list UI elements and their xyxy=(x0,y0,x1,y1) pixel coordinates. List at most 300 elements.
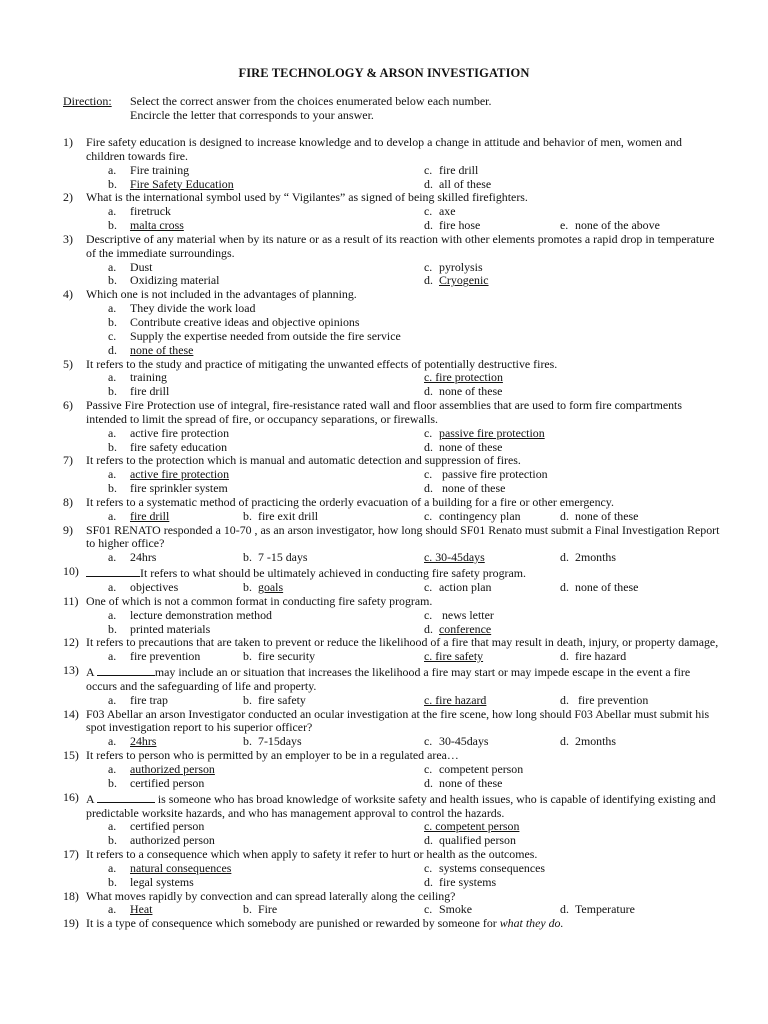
choice-text-underlined: c. fire hazard xyxy=(424,692,487,707)
choice-row xyxy=(63,178,723,192)
choice-text: systems consequences xyxy=(439,860,545,875)
choice-row xyxy=(63,777,723,791)
choice-letter: b. xyxy=(108,874,117,889)
answer-choice[interactable] xyxy=(108,876,194,890)
choice-letter: c. xyxy=(424,425,433,440)
choice-letter: c. xyxy=(424,902,433,917)
choice-text: fire drill xyxy=(130,384,170,399)
choice-letter: d. xyxy=(560,649,569,664)
choice-row xyxy=(63,876,723,890)
question-text-italic: what they do. xyxy=(499,916,564,931)
choice-text: axe xyxy=(439,204,456,219)
choice-letter: b. xyxy=(108,833,117,848)
question-number: 18) xyxy=(63,888,79,903)
question-item xyxy=(63,636,723,664)
choice-row xyxy=(63,274,723,288)
choice-letter: a. xyxy=(108,860,117,875)
choice-row xyxy=(63,551,723,565)
question-item xyxy=(63,191,723,233)
choice-text-underlined: c. 30-45days xyxy=(424,550,485,565)
fill-in-blank xyxy=(97,664,155,676)
question-item xyxy=(63,136,723,191)
answer-choice[interactable] xyxy=(243,551,308,565)
choice-text-underlined: Fire Safety Education xyxy=(130,176,234,191)
choice-text-underlined: Cryogenic xyxy=(439,273,489,288)
question-text-body: One of which is not a common format in conducting fire safety program. xyxy=(86,593,433,608)
answer-choice[interactable] xyxy=(108,219,184,233)
answer-choice[interactable] xyxy=(424,482,505,496)
answer-choice[interactable] xyxy=(560,219,660,233)
choice-text-underlined: conference xyxy=(439,621,492,636)
choice-letter: a. xyxy=(108,162,117,177)
choice-text: Fire training xyxy=(130,162,190,177)
answer-choice[interactable] xyxy=(424,763,523,777)
choice-text: action plan xyxy=(439,580,492,594)
choice-text: fire safety xyxy=(258,692,306,707)
choice-letter: c. xyxy=(108,328,117,343)
answer-choice[interactable] xyxy=(424,862,545,876)
question-number: 17) xyxy=(63,847,79,862)
choice-letter: c. xyxy=(424,860,433,875)
answer-choice[interactable] xyxy=(424,164,478,178)
question-text xyxy=(86,595,723,609)
question-text xyxy=(86,565,723,581)
question-number: 1) xyxy=(63,135,73,149)
choice-letter: c. xyxy=(424,734,433,749)
answer-choice[interactable] xyxy=(108,468,229,482)
question-text-body: It refers to the protection which is manual and automatic detection and suppression of fires. xyxy=(86,453,521,468)
choice-text-underlined: 24hrs xyxy=(130,734,157,749)
choice-letter: b. xyxy=(243,734,252,749)
choice-text: Dust xyxy=(130,259,153,274)
choice-row xyxy=(63,903,723,917)
choice-letter: d. xyxy=(560,692,569,707)
answer-choice[interactable] xyxy=(424,609,494,623)
question-item xyxy=(63,496,723,524)
answer-choice[interactable] xyxy=(108,164,189,178)
choice-text: 24hrs xyxy=(130,550,157,565)
choice-row xyxy=(63,862,723,876)
question-text-body: It refers to precautions that are taken to prevent or reduce the likelihood of a fire that may result in death, injury, or property damage, xyxy=(86,635,719,650)
choice-text: 30-45days xyxy=(439,734,489,749)
answer-choice[interactable] xyxy=(424,551,485,565)
choice-letter: b. xyxy=(243,649,252,664)
choice-row xyxy=(63,219,723,233)
choice-letter: d. xyxy=(424,384,433,399)
choice-text: fire exit drill xyxy=(258,508,319,523)
choice-letter: d. xyxy=(424,775,433,790)
choice-row xyxy=(63,623,723,637)
choice-text-underlined: none of these xyxy=(130,342,194,357)
answer-choice[interactable] xyxy=(424,694,486,708)
question-item xyxy=(63,288,723,357)
choice-text: Smoke xyxy=(439,902,473,917)
direction-label: Direction: xyxy=(63,94,112,108)
answer-choice[interactable] xyxy=(424,178,491,192)
question-number: 14) xyxy=(63,706,79,721)
question-text xyxy=(86,749,723,763)
answer-choice[interactable] xyxy=(560,694,648,708)
choice-letter: b. xyxy=(108,384,117,399)
choice-row xyxy=(63,371,723,385)
answer-choice[interactable] xyxy=(424,777,502,791)
question-text-body: Passive Fire Protection use of integral, fire-resistance rated wall and floor assemblies that are used to form fire compartments intended to limit the spread of fire, or occupancy separations, or firewalls. xyxy=(86,398,682,426)
question-text xyxy=(86,636,723,650)
question-number: 4) xyxy=(63,287,73,302)
question-item xyxy=(63,454,723,496)
choice-letter: a. xyxy=(108,508,117,523)
choice-letter: b. xyxy=(243,580,252,594)
answer-choice[interactable] xyxy=(108,694,168,708)
question-item xyxy=(63,399,723,454)
question-text xyxy=(86,233,723,261)
choice-letter: b. xyxy=(108,314,117,329)
answer-choice[interactable] xyxy=(108,316,360,330)
answer-choice[interactable] xyxy=(108,820,204,834)
choice-letter: a. xyxy=(108,761,117,776)
question-text-body: may include an or situation that increases the likelihood a fire may start or may impede escape in the event a fire occurs and the safeguarding of life and property. xyxy=(86,665,691,693)
answer-choice[interactable] xyxy=(560,581,638,595)
answer-choice[interactable] xyxy=(108,862,231,876)
choice-text: They divide the work load xyxy=(130,301,256,316)
question-number: 6) xyxy=(63,398,73,413)
choice-letter: d. xyxy=(424,481,433,496)
choice-text: objectives xyxy=(130,580,179,594)
answer-choice[interactable] xyxy=(243,650,315,664)
choice-letter: a. xyxy=(108,649,117,664)
question-number: 16) xyxy=(63,789,79,804)
question-number: 11) xyxy=(63,593,79,608)
choice-letter: a. xyxy=(108,607,117,622)
fill-in-blank xyxy=(86,565,140,577)
choice-text: fire security xyxy=(258,649,316,664)
question-text-prefix: A xyxy=(86,791,97,806)
choice-text-underlined: c. competent person xyxy=(424,819,520,834)
answer-choice[interactable] xyxy=(560,650,626,664)
choice-text: fire safety education xyxy=(130,439,228,454)
choice-row xyxy=(63,482,723,496)
answer-choice[interactable] xyxy=(108,261,152,275)
question-item xyxy=(63,233,723,288)
answer-choice[interactable] xyxy=(243,694,306,708)
answer-choice[interactable] xyxy=(424,735,489,749)
answer-choice[interactable] xyxy=(424,834,516,848)
choice-row xyxy=(63,763,723,777)
answer-choice[interactable] xyxy=(108,302,255,316)
question-text xyxy=(86,191,723,205)
choice-text: fire trap xyxy=(130,692,168,707)
choice-letter: a. xyxy=(108,301,117,316)
choice-letter: b. xyxy=(243,550,252,565)
answer-choice[interactable] xyxy=(243,903,277,917)
page-title: FIRE TECHNOLOGY & ARSON INVESTIGATION xyxy=(238,66,530,80)
question-item xyxy=(63,595,723,637)
choice-text: competent person xyxy=(439,761,524,776)
question-text-body: It refers to person who is permitted by an employer to be in a regulated area… xyxy=(86,748,459,763)
choice-row xyxy=(63,650,723,664)
answer-choice[interactable] xyxy=(424,650,483,664)
choice-letter: a. xyxy=(108,259,117,274)
question-text xyxy=(86,917,723,931)
choice-letter: d. xyxy=(108,342,117,357)
choice-text: fire drill xyxy=(439,162,479,177)
choice-text: authorized person xyxy=(130,833,215,848)
choice-letter: b. xyxy=(108,218,117,233)
question-number: 2) xyxy=(63,190,73,205)
answer-choice[interactable] xyxy=(108,581,178,595)
question-text-body: What moves rapidly by convection and can spread laterally along the ceiling? xyxy=(86,888,456,903)
answer-choice[interactable] xyxy=(560,903,635,917)
answer-choice[interactable] xyxy=(424,385,502,399)
choice-text: passive fire protection xyxy=(439,467,548,482)
choice-letter: d. xyxy=(424,176,433,191)
question-text-body: What is the international symbol used by “ Vigilantes” as signed of being skilled firefighters. xyxy=(86,190,528,205)
answer-choice[interactable] xyxy=(243,735,302,749)
choice-text: none of the above xyxy=(575,218,660,233)
choice-letter: b. xyxy=(108,481,117,496)
direction-line-2: Encircle the letter that corresponds to your answer. xyxy=(130,108,374,122)
choice-text: Temperature xyxy=(575,902,635,917)
question-text-body: is someone who has broad knowledge of worksite safety and health issues, who is capable of identifying existing and predictable worksite hazards, and who has management approval to control the hazards. xyxy=(86,791,716,820)
choice-text-underlined: natural consequences xyxy=(130,860,232,875)
choice-text: fire sprinkler system xyxy=(130,481,228,496)
choice-text-underlined: active fire protection xyxy=(130,467,230,482)
question-text-body: It refers to a systematic method of practicing the orderly evacuation of a building for a fire or other emergency. xyxy=(86,494,614,509)
question-text-body: It refers to what should be ultimately achieved in conducting fire safety program. xyxy=(140,566,526,581)
question-number: 12) xyxy=(63,635,79,650)
choice-letter: c. xyxy=(424,508,433,523)
choice-letter: a. xyxy=(108,550,117,565)
answer-choice[interactable] xyxy=(108,763,215,777)
question-item xyxy=(63,565,723,595)
answer-choice[interactable] xyxy=(108,735,156,749)
answer-choice[interactable] xyxy=(560,510,638,524)
answer-choice[interactable] xyxy=(108,441,227,455)
question-item xyxy=(63,791,723,848)
question-text-body: It is a type of consequence which somebody are punished or rewarded by someone for xyxy=(86,916,500,931)
question-text xyxy=(86,791,723,821)
question-number: 9) xyxy=(63,522,73,537)
question-text-body: It refers to a consequence which when apply to safety it refer to hurt or health as the outcomes. xyxy=(86,847,538,862)
answer-choice[interactable] xyxy=(424,219,480,233)
choice-text-underlined: c. fire protection xyxy=(424,370,503,385)
choice-row xyxy=(63,468,723,482)
choice-text: firetruck xyxy=(130,204,171,219)
choice-letter: d. xyxy=(560,508,569,523)
answer-choice[interactable] xyxy=(243,510,318,524)
choice-letter: b. xyxy=(243,508,252,523)
choice-text: pyrolysis xyxy=(439,259,483,274)
choice-row xyxy=(63,344,723,358)
question-text xyxy=(86,358,723,372)
question-item xyxy=(63,890,723,918)
choice-letter: c. xyxy=(424,259,433,274)
choice-text-underlined: Heat xyxy=(130,902,153,917)
choice-text: Supply the expertise needed from outside the fire service xyxy=(130,328,401,343)
choice-text: certified person xyxy=(130,775,205,790)
choice-letter: d. xyxy=(424,874,433,889)
question-text xyxy=(86,524,723,552)
question-text-body: Fire safety education is designed to increase knowledge and to develop a change in attitude and behavior of men, women and children towards fire. xyxy=(86,135,682,163)
question-text xyxy=(86,664,723,694)
choice-text: qualified person xyxy=(439,833,516,848)
question-number: 10) xyxy=(63,564,79,579)
choice-letter: d. xyxy=(424,218,433,233)
choice-text-underlined: authorized person xyxy=(130,761,215,776)
question-text-body: Descriptive of any material when by its nature or as a result of its reaction with other elements promotes a rapid drop in temperature of the immediate surroundings. xyxy=(86,231,715,260)
answer-choice[interactable] xyxy=(424,371,503,385)
choice-text: printed materials xyxy=(130,621,211,636)
question-text-body: It refers to the study and practice of mitigating the unwanted effects of potentially destructive fires. xyxy=(86,356,558,371)
choice-row xyxy=(63,385,723,399)
answer-choice[interactable] xyxy=(424,468,548,482)
answer-choice[interactable] xyxy=(560,551,616,565)
question-text xyxy=(86,454,723,468)
answer-choice[interactable] xyxy=(424,903,472,917)
question-text xyxy=(86,890,723,904)
choice-text: 7 -15 days xyxy=(258,550,308,565)
choice-text: 2months xyxy=(575,550,616,565)
choice-letter: e. xyxy=(560,218,569,233)
choice-letter: a. xyxy=(108,425,117,440)
answer-choice[interactable] xyxy=(424,427,545,441)
answer-choice[interactable] xyxy=(108,371,167,385)
answer-choice[interactable] xyxy=(560,735,616,749)
choice-letter: a. xyxy=(108,902,117,917)
answer-choice[interactable] xyxy=(108,650,200,664)
answer-choice[interactable] xyxy=(424,820,519,834)
choice-row xyxy=(63,205,723,219)
question-item xyxy=(63,664,723,708)
choice-text: Contribute creative ideas and objective opinions xyxy=(130,314,360,329)
answer-choice[interactable] xyxy=(108,834,215,848)
choice-letter: b. xyxy=(108,775,117,790)
choice-row xyxy=(63,427,723,441)
answer-choice[interactable] xyxy=(424,623,491,637)
answer-choice[interactable] xyxy=(108,344,193,358)
question-text xyxy=(86,288,723,302)
question-number: 3) xyxy=(63,231,73,246)
choice-text: none of these xyxy=(439,775,503,790)
answer-choice[interactable] xyxy=(424,441,502,455)
choice-letter: d. xyxy=(424,621,433,636)
choice-letter: c. xyxy=(424,761,433,776)
choice-row xyxy=(63,820,723,834)
choice-row xyxy=(63,834,723,848)
choice-text: all of these xyxy=(439,176,492,191)
answer-choice[interactable] xyxy=(108,178,234,192)
choice-letter: b. xyxy=(108,439,117,454)
choice-row xyxy=(63,441,723,455)
choice-text: none of these xyxy=(439,481,506,496)
choice-letter: a. xyxy=(108,734,117,749)
fill-in-blank xyxy=(97,791,155,803)
choice-text: active fire protection xyxy=(130,425,230,440)
answer-choice[interactable] xyxy=(108,482,228,496)
choice-letter: c. xyxy=(424,607,433,622)
answer-choice[interactable] xyxy=(108,777,204,791)
choice-text: Oxidizing material xyxy=(130,273,220,288)
choice-text: fire systems xyxy=(439,874,497,889)
direction-line-1: Select the correct answer from the choices enumerated below each number. xyxy=(130,94,492,108)
question-item xyxy=(63,848,723,890)
choice-row xyxy=(63,694,723,708)
question-text xyxy=(86,496,723,510)
question-number: 8) xyxy=(63,494,73,509)
answer-choice[interactable] xyxy=(108,510,169,524)
choice-letter: b. xyxy=(243,692,252,707)
question-text-body: F03 Abellar an arson Investigator conducted an ocular investigation at the fire scene, how long should F03 Abellar must submit his spot investigation report to his superior officer? xyxy=(86,706,710,735)
choice-text-underlined: c. fire safety xyxy=(424,649,484,664)
choice-letter: d. xyxy=(560,580,569,594)
choice-letter: d. xyxy=(424,833,433,848)
choice-text-underlined: goals xyxy=(258,580,284,594)
choice-text: fire prevention xyxy=(130,649,201,664)
question-number: 7) xyxy=(63,453,73,468)
question-text xyxy=(86,136,723,164)
answer-choice[interactable] xyxy=(424,510,521,524)
choice-text: fire hazard xyxy=(575,649,627,664)
choice-text: certified person xyxy=(130,819,205,834)
answer-choice[interactable] xyxy=(108,330,401,344)
question-item xyxy=(63,917,723,931)
answer-choice[interactable] xyxy=(108,385,169,399)
answer-choice[interactable] xyxy=(108,623,210,637)
choice-letter: d. xyxy=(424,273,433,288)
choice-text: legal systems xyxy=(130,874,194,889)
question-item xyxy=(63,358,723,400)
answer-choice[interactable] xyxy=(108,274,219,288)
choice-text-underlined: malta cross xyxy=(130,218,184,233)
choice-row xyxy=(63,330,723,344)
answer-choice[interactable] xyxy=(424,205,456,219)
question-list xyxy=(63,136,723,931)
question-item xyxy=(63,524,723,566)
question-text xyxy=(86,708,723,736)
question-item xyxy=(63,749,723,791)
direction-text xyxy=(130,94,690,122)
choice-text: none of these xyxy=(439,384,503,399)
answer-choice[interactable] xyxy=(108,609,272,623)
question-text xyxy=(86,399,723,427)
direction-block xyxy=(63,94,492,122)
choice-row xyxy=(63,316,723,330)
answer-choice[interactable] xyxy=(108,551,156,565)
choice-letter: a. xyxy=(108,692,117,707)
answer-choice[interactable] xyxy=(108,427,229,441)
choice-text: none of these xyxy=(439,439,503,454)
answer-choice[interactable] xyxy=(108,205,171,219)
choice-letter: b. xyxy=(108,273,117,288)
answer-choice[interactable] xyxy=(108,903,152,917)
choice-letter: a. xyxy=(108,819,117,834)
choice-row xyxy=(63,581,723,595)
question-number: 13) xyxy=(63,663,79,678)
choice-text: news letter xyxy=(439,607,494,622)
choice-text-underlined: passive fire protection xyxy=(439,425,545,440)
question-item xyxy=(63,708,723,750)
answer-choice[interactable] xyxy=(424,274,489,288)
answer-choice[interactable] xyxy=(424,261,483,275)
answer-choice[interactable] xyxy=(424,581,492,595)
answer-choice[interactable] xyxy=(243,581,283,595)
choice-text: 2months xyxy=(575,734,616,749)
question-text-prefix: A xyxy=(86,665,97,680)
choice-text: none of these xyxy=(575,508,639,523)
answer-choice[interactable] xyxy=(424,876,496,890)
question-text-body: SF01 RENATO responded a 10-70 , as an arson investigator, how long should SF01 Renato must submit a Final Investigation Report to higher office? xyxy=(86,522,720,551)
choice-letter: c. xyxy=(424,204,433,219)
